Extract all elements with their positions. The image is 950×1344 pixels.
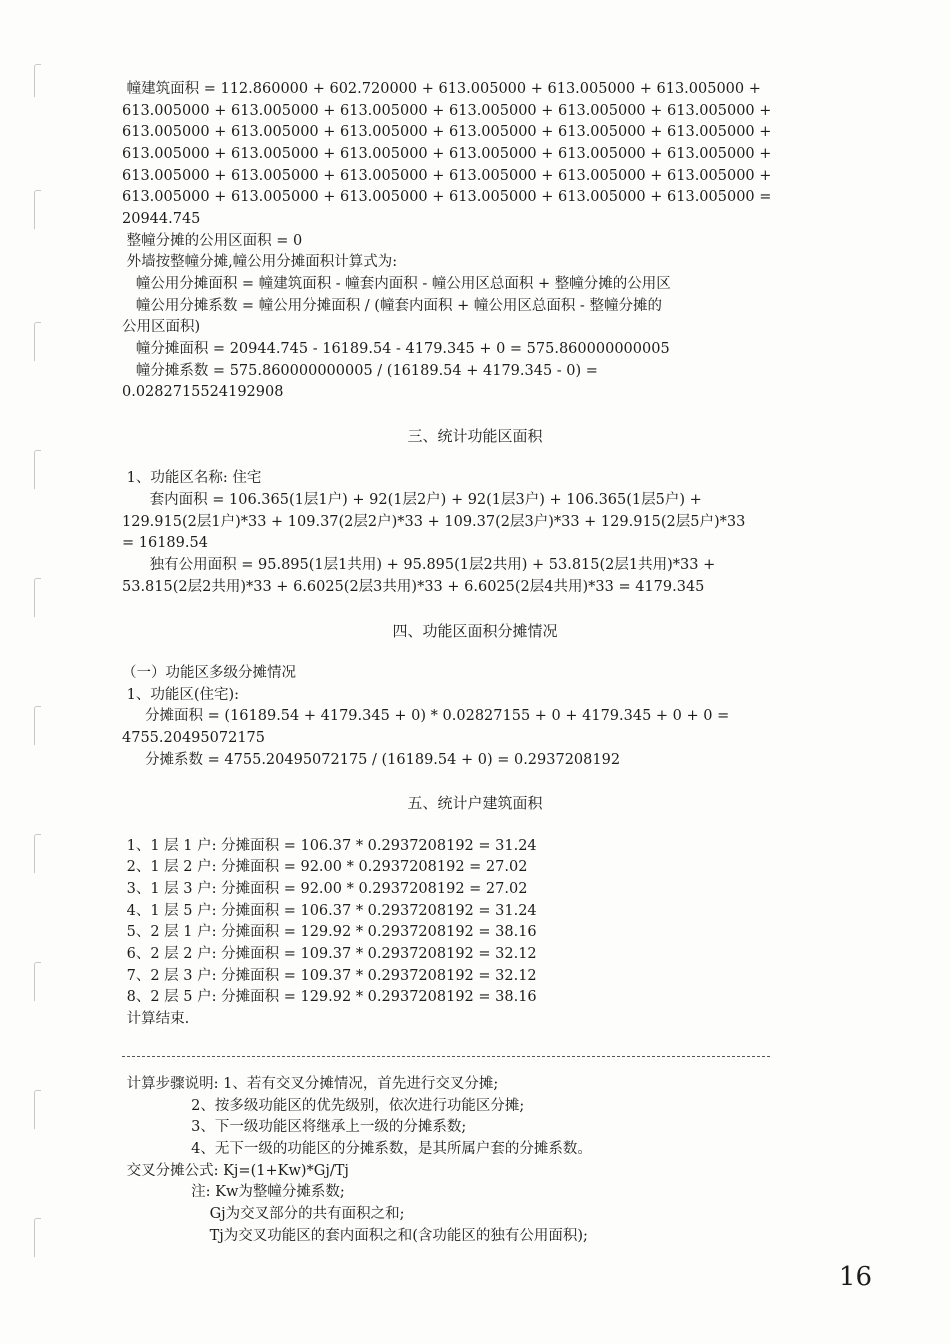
- section-heading: 三、统计功能区面积: [407, 427, 543, 445]
- formula-line: 整幢分摊的公用区面积 = 0: [122, 233, 303, 249]
- formula-line: 幢建筑面积 = 112.860000 + 602.720000 + 613.005000 + 613.005000 + 613.005000 +: [122, 81, 761, 97]
- page-number: 16: [838, 1262, 872, 1292]
- note-line: 3、下一级功能区将继承上一级的分摊系数;: [122, 1119, 467, 1135]
- note-line: Tj为交叉功能区的套内面积之和(含功能区的独有公用面积);: [122, 1228, 588, 1244]
- formula-line: 幢公用分摊系数 = 幢公用分摊面积 / (幢套内面积 + 幢公用区总面积 - 整幢分摊的: [122, 298, 662, 314]
- note-line: 注: Kw为整幢分摊系数;: [122, 1184, 345, 1200]
- list-item: 6、2 层 2 户: 分摊面积 = 109.37 * 0.2937208192 = 32.12: [122, 946, 537, 962]
- list-item: 1、1 层 1 户: 分摊面积 = 106.37 * 0.2937208192 = 31.24: [122, 838, 537, 854]
- note-line: 4、无下一级的功能区的分摊系数，是其所属户套的分摊系数。: [122, 1141, 592, 1157]
- binding-mark: [34, 578, 41, 617]
- formula-line: 20944.745: [122, 211, 201, 227]
- formula-line: 幢分摊面积 = 20944.745 - 16189.54 - 4179.345 + 0 = 575.860000000005: [122, 341, 670, 357]
- formula-line: 613.005000 + 613.005000 + 613.005000 + 613.005000 + 613.005000 + 613.005000 +: [122, 124, 772, 140]
- formula-line: （一）功能区多级分摊情况: [122, 665, 296, 681]
- dashed-divider: [122, 1056, 770, 1057]
- formula-line: = 16189.54: [122, 535, 208, 551]
- formula-line: 公用区面积): [122, 319, 201, 335]
- formula-line: 613.005000 + 613.005000 + 613.005000 + 613.005000 + 613.005000 + 613.005000 +: [122, 146, 772, 162]
- formula-line: 53.815(2层2共用)*33 + 6.6025(2层3共用)*33 + 6.6025(2层4共用)*33 = 4179.345: [122, 579, 705, 595]
- formula-line: 1、功能区名称: 住宅: [122, 470, 262, 486]
- binding-mark: [34, 1218, 41, 1257]
- formula-line: 1、功能区(住宅):: [122, 687, 240, 703]
- list-item: 3、1 层 3 户: 分摊面积 = 92.00 * 0.2937208192 = 27.02: [122, 881, 528, 897]
- formula-line: 4755.20495072175: [122, 730, 265, 746]
- formula-line: 613.005000 + 613.005000 + 613.005000 + 613.005000 + 613.005000 + 613.005000 +: [122, 168, 772, 184]
- formula-line: 外墙按整幢分摊,幢公用分摊面积计算式为:: [122, 254, 398, 270]
- list-item: 7、2 层 3 户: 分摊面积 = 109.37 * 0.2937208192 = 32.12: [122, 968, 537, 984]
- formula-line: 613.005000 + 613.005000 + 613.005000 + 613.005000 + 613.005000 + 613.005000 +: [122, 103, 772, 119]
- note-line: 计算步骤说明: 1、若有交叉分摊情况，首先进行交叉分摊;: [122, 1076, 499, 1092]
- formula-line: 分摊面积 = (16189.54 + 4179.345 + 0) * 0.02827155 + 0 + 4179.345 + 0 + 0 =: [122, 708, 730, 724]
- formula-line: 129.915(2层1户)*33 + 109.37(2层2户)*33 + 109.37(2层3户)*33 + 129.915(2层5户)*33: [122, 514, 746, 530]
- binding-mark: [34, 450, 41, 489]
- binding-mark: [34, 322, 41, 361]
- formula-line: 613.005000 + 613.005000 + 613.005000 + 613.005000 + 613.005000 + 613.005000 =: [122, 189, 772, 205]
- formula-line: 幢分摊系数 = 575.860000000005 / (16189.54 + 4179.345 - 0) =: [122, 363, 598, 379]
- list-item: 8、2 层 5 户: 分摊面积 = 129.92 * 0.2937208192 = 38.16: [122, 989, 537, 1005]
- note-line: 交叉分摊公式: Kj=(1+Kw)*Gj/Tj: [122, 1163, 349, 1179]
- formula-line: 幢公用分摊面积 = 幢建筑面积 - 幢套内面积 - 幢公用区总面积 + 整幢分摊的公用区: [122, 276, 671, 292]
- formula-line: 分摊系数 = 4755.20495072175 / (16189.54 + 0) = 0.2937208192: [122, 752, 621, 768]
- list-item: 2、1 层 2 户: 分摊面积 = 92.00 * 0.2937208192 = 27.02: [122, 859, 528, 875]
- binding-mark: [34, 706, 41, 745]
- formula-line: 0.0282715524192908: [122, 384, 284, 400]
- section-heading: 四、功能区面积分摊情况: [392, 622, 558, 640]
- binding-mark: [34, 190, 41, 229]
- section-heading: 五、统计户建筑面积: [407, 794, 543, 812]
- binding-mark: [34, 64, 41, 97]
- list-item: 5、2 层 1 户: 分摊面积 = 129.92 * 0.2937208192 = 38.16: [122, 924, 537, 940]
- binding-mark: [34, 834, 41, 873]
- formula-line: 独有公用面积 = 95.895(1层1共用) + 95.895(1层2共用) + 53.815(2层1共用)*33 +: [122, 557, 716, 573]
- list-item: 4、1 层 5 户: 分摊面积 = 106.37 * 0.2937208192 = 31.24: [122, 903, 537, 919]
- end-note: 计算结束.: [122, 1011, 190, 1027]
- formula-line: 套内面积 = 106.365(1层1户) + 92(1层2户) + 92(1层3户) + 106.365(1层5户) +: [122, 492, 702, 508]
- note-line: Gj为交叉部分的共有面积之和;: [122, 1206, 405, 1222]
- binding-mark: [34, 962, 41, 1001]
- binding-mark: [34, 1090, 41, 1129]
- note-line: 2、按多级功能区的优先级别，依次进行功能区分摊;: [122, 1098, 525, 1114]
